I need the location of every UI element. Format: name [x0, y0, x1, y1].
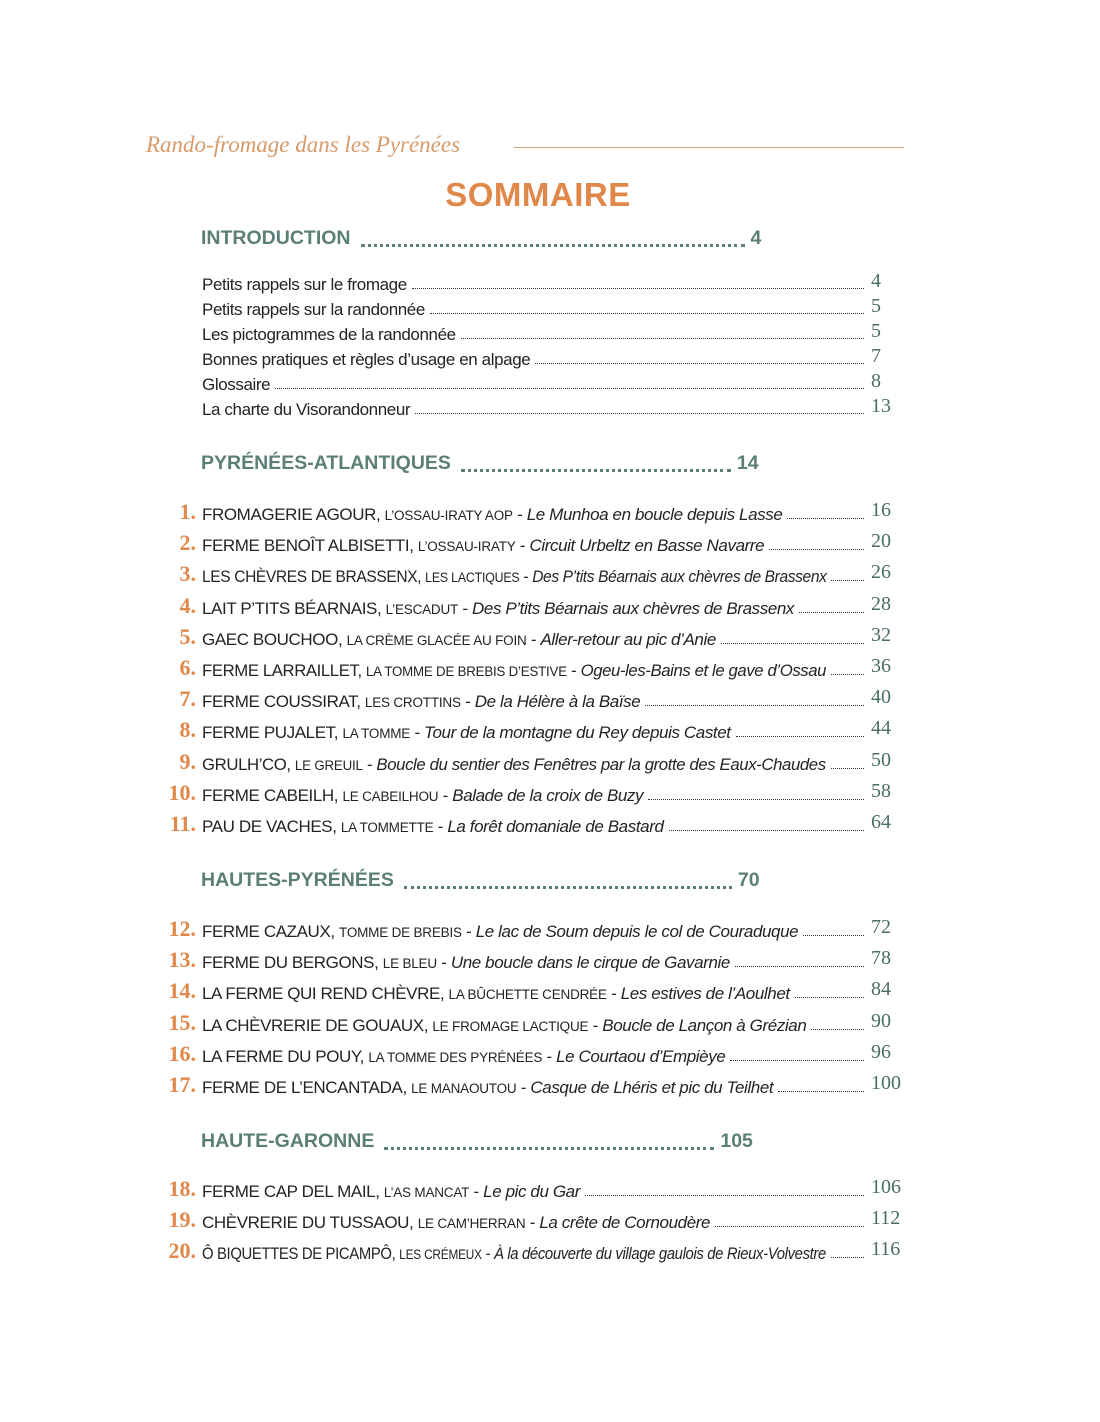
entry-text	[202, 1078, 773, 1098]
dot-leader	[715, 1226, 864, 1227]
toc-entry[interactable]	[202, 917, 866, 942]
toc-entry[interactable]	[202, 1239, 866, 1264]
entry-hike: À la découverte du village gaulois de Rieux-Volvestre	[494, 1244, 826, 1263]
entry-text	[202, 505, 782, 525]
entry-number: 12.	[168, 916, 196, 941]
entry-cheese: LA TOMME	[342, 726, 411, 741]
entry-separator: -	[438, 786, 453, 805]
entry-cheese: LE CAM’HERRAN	[417, 1216, 526, 1231]
entry-separator: -	[519, 567, 533, 586]
intro-item-page: 8	[871, 370, 881, 392]
entry-separator: -	[606, 984, 621, 1003]
entry-text	[202, 630, 716, 650]
page-title: SOMMAIRE	[445, 176, 631, 213]
entry-cheese: LES CROTTINS	[364, 695, 461, 710]
entry-number: 4.	[179, 593, 196, 618]
dot-leader	[831, 580, 864, 581]
entry-farm: FERME CABEILH,	[202, 786, 339, 805]
entry-page: 50	[871, 749, 891, 771]
entry-separator: -	[516, 1078, 531, 1097]
entry-cheese: L’OSSAU-IRATY AOP	[384, 508, 513, 523]
intro-item-page: 4	[871, 270, 881, 292]
entry-farm: LA FERME DU POUY,	[202, 1047, 364, 1066]
entry-cheese: LA TOMME DES PYRÉNÉES	[368, 1050, 543, 1065]
entry-farm: FERME CAP DEL MAIL,	[202, 1182, 380, 1201]
entry-hike: Le Munhoa en boucle depuis Lasse	[526, 505, 783, 524]
entry-separator: -	[362, 755, 377, 774]
entry-page: 116	[871, 1238, 901, 1260]
entry-text	[202, 953, 730, 973]
toc-entry[interactable]	[202, 625, 866, 650]
toc-entry[interactable]	[202, 781, 866, 806]
section-heading-1	[201, 448, 759, 478]
entry-farm: FERME PUJALET,	[202, 723, 339, 742]
intro-item[interactable]	[202, 295, 866, 320]
entry-cheese: L’OSSAU-IRATY	[417, 539, 516, 554]
intro-item-label: Petits rappels sur le fromage	[202, 275, 407, 294]
entry-cheese: LA TOMMETTE	[340, 820, 434, 835]
entry-hike: Boucle de Lançon à Grézian	[602, 1016, 807, 1035]
entry-cheese: LE CABEILHOU	[342, 789, 439, 804]
entry-separator: -	[515, 536, 530, 555]
entry-farm: LA CHÈVRERIE DE GOUAUX,	[202, 1016, 429, 1035]
intro-item[interactable]	[202, 395, 866, 420]
entry-number: 11.	[169, 811, 196, 836]
section-heading-page: 105	[720, 1129, 753, 1152]
entry-farm: FROMAGERIE AGOUR,	[202, 505, 381, 524]
dot-leader	[412, 288, 864, 289]
section-heading-2	[201, 865, 760, 895]
intro-item-page: 13	[871, 395, 891, 417]
entry-farm: FERME BENOÎT ALBISETTI,	[202, 536, 414, 555]
section-heading-page: 14	[736, 451, 759, 474]
entry-number: 3.	[179, 561, 196, 586]
dot-leader	[648, 799, 864, 800]
dot-leader	[778, 1091, 864, 1092]
toc-entry[interactable]	[202, 656, 866, 681]
entry-number: 14.	[168, 978, 196, 1003]
intro-item[interactable]	[202, 320, 866, 345]
entry-cheese: LA CRÈME GLACÉE AU FOIN	[346, 633, 527, 648]
entry-text	[202, 817, 664, 837]
entry-number: 13.	[168, 947, 196, 972]
toc-entry[interactable]	[202, 1208, 866, 1233]
entry-hike: Le lac de Soum depuis le col de Couraduque	[475, 922, 799, 941]
entry-number: 1.	[179, 499, 196, 524]
section-heading-label: PYRÉNÉES-ATLANTIQUES	[201, 451, 451, 474]
entry-hike: Les estives de l’Aoulhet	[620, 984, 790, 1003]
dot-leader	[585, 1195, 864, 1196]
entry-farm: LA FERME QUI REND CHÈVRE,	[202, 984, 445, 1003]
entry-text	[202, 599, 794, 619]
dot-leader	[811, 1029, 864, 1030]
entry-text	[202, 984, 790, 1004]
entry-text	[202, 692, 640, 712]
entry-page: 58	[871, 780, 891, 802]
entry-cheese: LE BLEU	[382, 956, 437, 971]
entry-separator: -	[461, 922, 476, 941]
toc-entry[interactable]	[202, 1177, 866, 1202]
dot-leader	[384, 1133, 714, 1150]
dot-leader	[787, 518, 864, 519]
entry-number: 20.	[168, 1238, 196, 1263]
entry-farm: FERME DU BERGONS,	[202, 953, 379, 972]
entry-text	[202, 1182, 580, 1202]
section-heading-page: 4	[750, 226, 762, 249]
dot-leader	[799, 612, 864, 613]
toc-entry[interactable]	[202, 562, 866, 587]
toc-entry[interactable]	[202, 500, 866, 525]
entry-cheese: L’ESCADUT	[385, 602, 459, 617]
toc-entry[interactable]	[202, 1042, 866, 1067]
dot-leader	[721, 643, 864, 644]
entry-cheese: TOMME DE BREBIS	[339, 925, 462, 940]
entry-cheese: LE MANAOUTOU	[411, 1081, 517, 1096]
entry-page: 20	[871, 530, 891, 552]
dot-leader	[404, 872, 732, 889]
entry-hike: Circuit Urbeltz en Basse Navarre	[529, 536, 765, 555]
dot-leader	[361, 230, 745, 247]
entry-separator: -	[542, 1047, 557, 1066]
entry-farm: Ô BIQUETTES DE PICAMPÔ,	[202, 1244, 396, 1263]
entry-page: 26	[871, 561, 891, 583]
entry-hike: Le pic du Gar	[483, 1182, 580, 1201]
entry-text	[202, 1213, 710, 1233]
entry-page: 40	[871, 686, 891, 708]
entry-separator: -	[525, 1213, 540, 1232]
entry-farm: FERME CAZAUX,	[202, 922, 335, 941]
entry-number: 15.	[168, 1010, 196, 1035]
entry-number: 16.	[168, 1041, 196, 1066]
entry-number: 6.	[179, 655, 196, 680]
dot-leader	[831, 674, 864, 675]
toc-entry[interactable]	[202, 750, 866, 775]
entry-cheese: LE GREUIL	[294, 758, 363, 773]
dot-leader	[735, 966, 864, 967]
intro-item-label: Glossaire	[202, 375, 271, 394]
intro-item[interactable]	[202, 345, 866, 370]
entry-hike: Une boucle dans le cirque de Gavarnie	[450, 953, 730, 972]
dot-leader	[831, 768, 864, 769]
entry-text	[202, 1016, 806, 1036]
entry-hike: Tour de la montagne du Rey depuis Castet	[424, 723, 731, 742]
entry-page: 16	[871, 499, 891, 521]
entry-number: 9.	[179, 749, 196, 774]
entry-number: 8.	[179, 717, 196, 742]
entry-text	[202, 1244, 826, 1264]
entry-cheese: L’AS MANCAT	[383, 1185, 470, 1200]
dot-leader	[645, 705, 864, 706]
entry-page: 112	[871, 1207, 901, 1229]
entry-farm: GAEC BOUCHOO,	[202, 630, 343, 649]
entry-number: 17.	[168, 1072, 196, 1097]
entry-number: 18.	[168, 1176, 196, 1201]
entry-separator: -	[481, 1244, 495, 1263]
entry-cheese: LA BÛCHETTE CENDRÉE	[448, 987, 607, 1002]
entry-cheese: LA TOMME DE BREBIS D’ESTIVE	[365, 664, 567, 679]
entry-separator: -	[469, 1182, 484, 1201]
entry-page: 96	[871, 1041, 891, 1063]
entry-hike: De la Hélère à la Baïse	[474, 692, 641, 711]
entry-separator: -	[526, 630, 541, 649]
dot-leader	[803, 935, 864, 936]
entry-number: 5.	[179, 624, 196, 649]
entry-page: 64	[871, 811, 891, 833]
entry-hike: Aller-retour au pic d’Anie	[540, 630, 716, 649]
entry-page: 106	[871, 1176, 901, 1198]
dot-leader	[669, 830, 864, 831]
dot-leader	[461, 455, 731, 472]
entry-farm: CHÈVRERIE DU TUSSAOU,	[202, 1213, 414, 1232]
intro-item-label: La charte du Visorandonneur	[202, 400, 411, 419]
entry-page: 32	[871, 624, 891, 646]
header-rule	[514, 147, 904, 148]
toc-entry[interactable]	[202, 1011, 866, 1036]
toc-entry[interactable]	[202, 812, 866, 837]
section-heading-introduction	[201, 223, 761, 253]
intro-item-page: 7	[871, 345, 881, 367]
entry-cheese: LE FROMAGE LACTIQUE	[432, 1019, 589, 1034]
entry-hike: La forêt domaniale de Bastard	[447, 817, 664, 836]
entry-number: 7.	[179, 686, 196, 711]
entry-text	[202, 661, 827, 681]
dot-leader	[415, 413, 864, 414]
entry-number: 19.	[168, 1207, 196, 1232]
entry-number: 2.	[179, 530, 196, 555]
entry-text	[202, 723, 731, 743]
intro-item-label: Bonnes pratiques et règles d’usage en alpage	[202, 350, 531, 369]
entry-hike: La crête de Cornoudère	[539, 1213, 711, 1232]
section-heading-label: HAUTES-PYRÉNÉES	[201, 868, 394, 891]
entry-text	[202, 536, 764, 556]
section-heading-3	[201, 1126, 753, 1156]
entry-page: 36	[871, 655, 891, 677]
dot-leader	[831, 1257, 864, 1258]
entry-separator: -	[460, 692, 475, 711]
entry-hike: Le Courtaou d’Empièye	[556, 1047, 726, 1066]
entry-separator: -	[566, 661, 581, 680]
entry-page: 84	[871, 978, 891, 1000]
entry-hike: Boucle du sentier des Fenêtres par la grotte des Eaux-Chaudes	[376, 755, 826, 774]
dot-leader	[275, 388, 864, 389]
entry-page: 72	[871, 916, 891, 938]
entry-farm: LES CHÈVRES DE BRASSENX,	[202, 567, 422, 586]
entry-separator: -	[436, 953, 451, 972]
entry-cheese: LES LACTIQUES	[425, 570, 520, 585]
entry-page: 28	[871, 593, 891, 615]
dot-leader	[461, 338, 864, 339]
toc-entry[interactable]	[202, 594, 866, 619]
entry-hike: Des P’tits Béarnais aux chèvres de Brassenx	[532, 567, 827, 586]
dot-leader	[736, 736, 864, 737]
dot-leader	[769, 549, 864, 550]
dot-leader	[730, 1060, 864, 1061]
toc-entry[interactable]	[202, 948, 866, 973]
entry-separator: -	[410, 723, 425, 742]
intro-item-label: Les pictogrammes de la randonnée	[202, 325, 456, 344]
entry-page: 44	[871, 717, 891, 739]
entry-page: 90	[871, 1010, 891, 1032]
entry-farm: FERME COUSSIRAT,	[202, 692, 361, 711]
intro-item-page: 5	[871, 320, 881, 342]
entry-hike: Des P’tits Béarnais aux chèvres de Brassenx	[472, 599, 795, 618]
dot-leader	[535, 363, 864, 364]
entry-text	[202, 755, 826, 775]
entry-text	[202, 1047, 725, 1067]
entry-separator: -	[588, 1016, 603, 1035]
entry-farm: PAU DE VACHES,	[202, 817, 337, 836]
entry-number: 10.	[168, 780, 196, 805]
section-heading-page: 70	[737, 868, 760, 891]
entry-hike: Casque de Lhéris et pic du Teilhet	[530, 1078, 774, 1097]
entry-farm: LAIT P’TITS BÉARNAIS,	[202, 599, 382, 618]
toc-entry[interactable]	[202, 718, 866, 743]
entry-farm: FERME LARRAILLET,	[202, 661, 362, 680]
running-title: Rando-fromage dans les Pyrénées	[146, 132, 461, 157]
entry-separator: -	[512, 505, 527, 524]
entry-page: 78	[871, 947, 891, 969]
entry-text	[202, 567, 827, 587]
entry-hike: Balade de la croix de Buzy	[452, 786, 644, 805]
entry-page: 100	[871, 1072, 901, 1094]
toc-entry[interactable]	[202, 531, 866, 556]
entry-separator: -	[433, 817, 448, 836]
intro-item-page: 5	[871, 295, 881, 317]
intro-item[interactable]	[202, 270, 866, 295]
dot-leader	[795, 997, 864, 998]
dot-leader	[430, 313, 864, 314]
section-heading-label: INTRODUCTION	[201, 226, 351, 249]
entry-separator: -	[458, 599, 473, 618]
entry-farm: FERME DE L’ENCANTADA,	[202, 1078, 407, 1097]
toc-entry[interactable]	[202, 979, 866, 1004]
toc-entry[interactable]	[202, 687, 866, 712]
entry-text	[202, 922, 798, 942]
section-heading-label: HAUTE-GARONNE	[201, 1129, 375, 1152]
intro-item-label: Petits rappels sur la randonnée	[202, 300, 425, 319]
entry-cheese: LES CRÉMEUX	[399, 1247, 482, 1262]
entry-text	[202, 786, 643, 806]
entry-farm: GRULH’CO,	[202, 755, 291, 774]
intro-item[interactable]	[202, 370, 866, 395]
toc-entry[interactable]	[202, 1073, 866, 1098]
entry-hike: Ogeu-les-Bains et le gave d’Ossau	[580, 661, 827, 680]
